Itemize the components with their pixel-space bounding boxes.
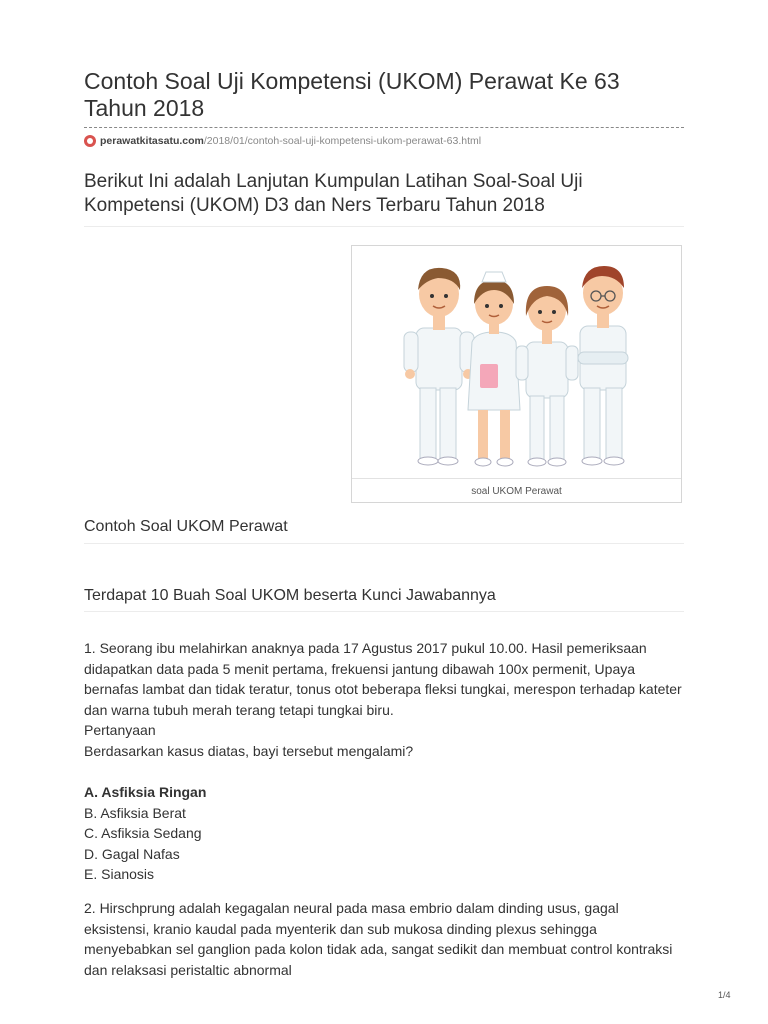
male-nurse-glasses: [578, 266, 628, 465]
option-a-correct: A. Asfiksia Ringan: [84, 784, 207, 800]
female-nurse-cap: [468, 272, 520, 466]
page-number: 1/4: [718, 990, 731, 1000]
question-1-label: Pertanyaan: [84, 722, 156, 738]
article-subtitle: Berikut Ini adalah Lanjutan Kumpulan Latihan Soal-Soal Uji Kompetensi (UKOM) D3 dan Ners Terbaru Tahun 2018: [84, 171, 583, 216]
question-1-prompt: Berdasarkan kasus diatas, bayi tersebut mengalami?: [84, 743, 414, 759]
title-divider: [84, 127, 684, 128]
female-nurse-short-hair: [516, 286, 578, 466]
subtitle-divider: [84, 226, 684, 227]
option-d: D. Gagal Nafas: [84, 846, 180, 862]
option-b: B. Asfiksia Berat: [84, 805, 186, 821]
option-e: E. Sianosis: [84, 866, 155, 882]
section-divider-1: [84, 543, 684, 544]
male-nurse-left: [404, 268, 474, 465]
figure-caption: soal UKOM Perawat: [471, 486, 562, 497]
nurses-illustration: [402, 260, 634, 472]
source-domain[interactable]: perawatkitasatu.com: [100, 135, 204, 147]
question-1-text: 1. Seorang ibu melahirkan anaknya pada 17 Agustus 2017 pukul 10.00. Hasil pemeriksaan didapatkan data pada 5 menit pertama, frekuensi jantung dibawah 100x permenit, Upaya bernafas lambat dan tidak teratur, tonus otot beberapa fleksi tungkai, merespon terhadap kateter dan warna tubuh merah terang tetapi tungkai biru.: [84, 640, 682, 718]
section-heading-contoh: Contoh Soal UKOM Perawat: [84, 518, 288, 535]
page-title: Contoh Soal Uji Kompetensi (UKOM) Perawat Ke 63 Tahun 2018: [84, 68, 620, 121]
section-divider-2: [84, 611, 684, 612]
question-2-text: 2. Hirschprung adalah kegagalan neural pada masa embrio dalam dinding usus, gagal eksistensi, kranio kaudal pada myenterik dan sub mukosa dinding plexus sehingga menyebabkan sel ganglion pada kolon tidak ada, sangat sedikit dan membuat control kontraksi dan relaksasi peristaltic abnormal: [84, 900, 673, 978]
source-url[interactable]: [84, 134, 481, 148]
option-c: C. Asfiksia Sedang: [84, 825, 202, 841]
caption-divider: [352, 478, 681, 479]
source-path[interactable]: /2018/01/contoh-soal-uji-kompetensi-ukom-perawat-63.html: [203, 135, 482, 147]
site-logo-icon: [84, 135, 96, 147]
nurse-illustration-figure: [351, 245, 682, 503]
section-heading-terdapat: Terdapat 10 Buah Soal UKOM beserta Kunci Jawabannya: [84, 587, 496, 604]
